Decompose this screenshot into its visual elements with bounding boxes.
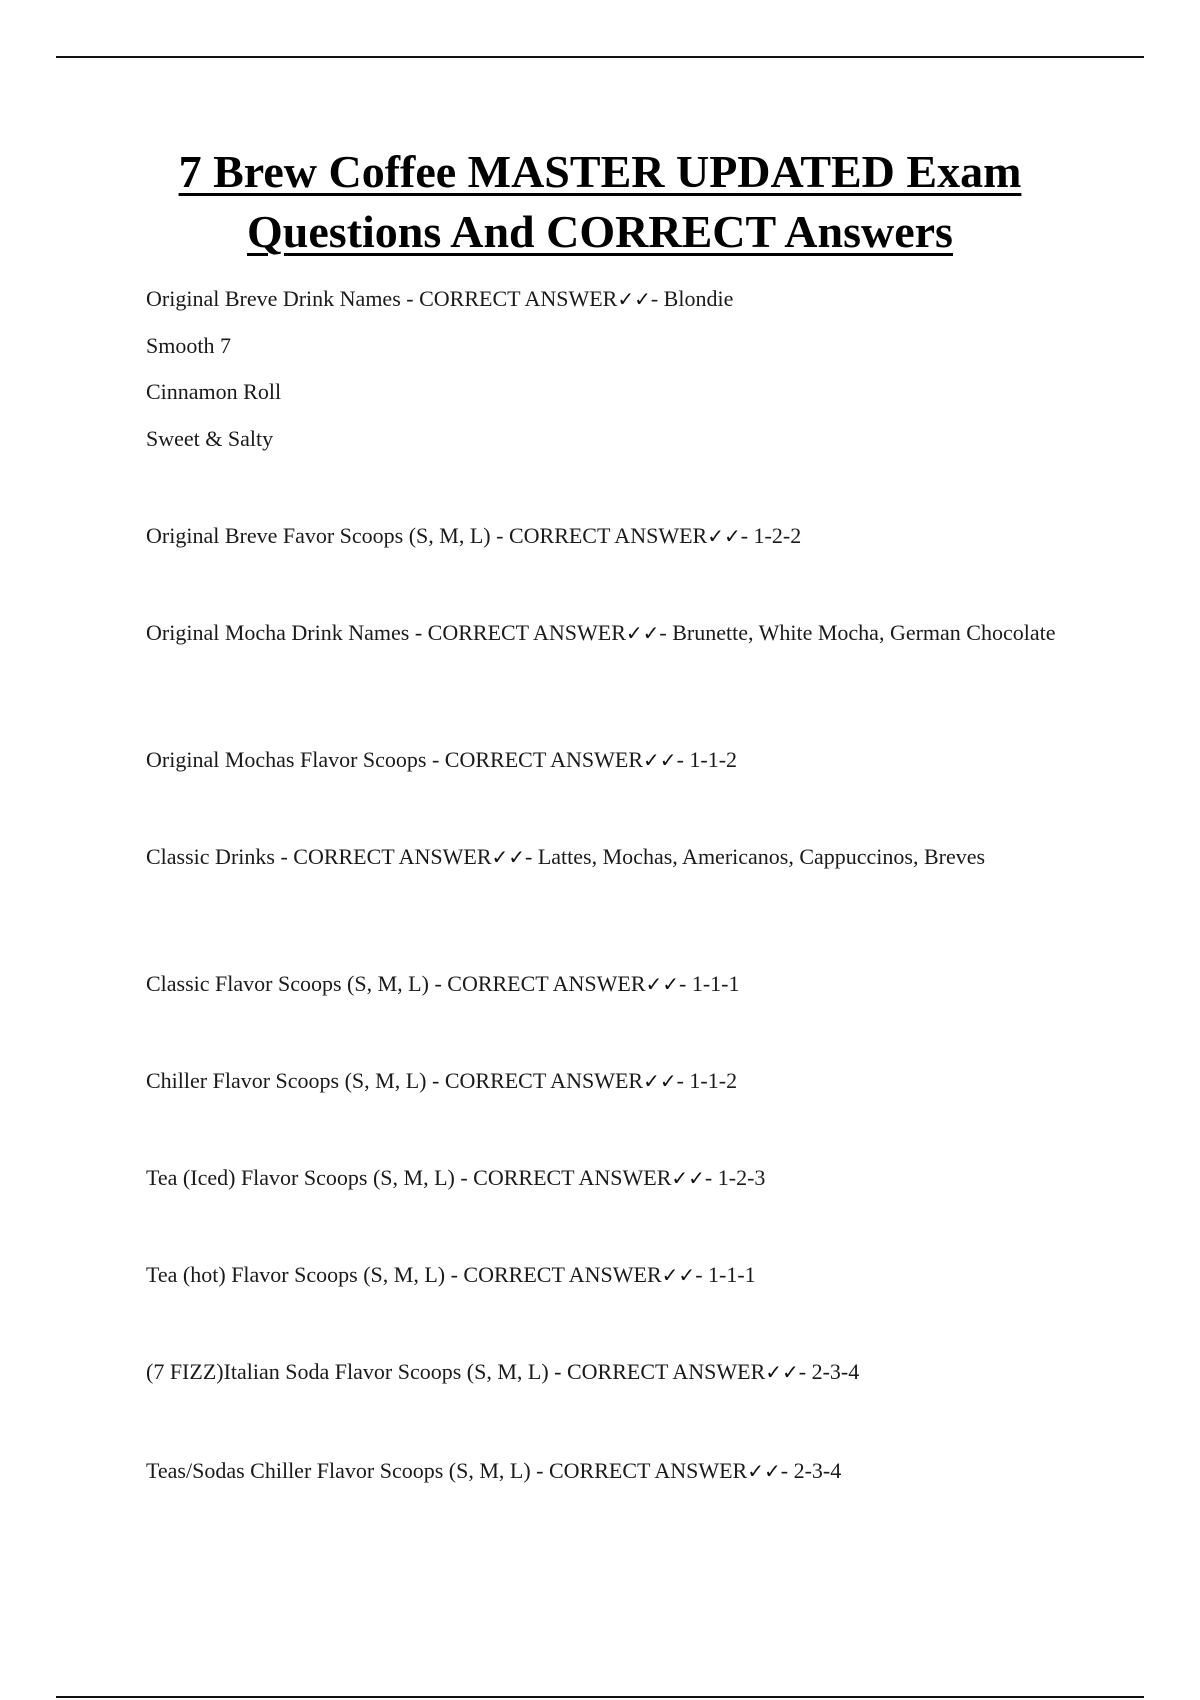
double-check-icon: ✓✓ <box>643 748 677 772</box>
answer-text: - 1-1-2 <box>676 1068 738 1093</box>
qa-item <box>146 521 1076 551</box>
bottom-rule <box>56 1696 1144 1698</box>
question-text: Classic Drinks - <box>146 844 294 869</box>
title-line-2: Questions And CORRECT Answers <box>247 206 953 257</box>
answer-text: - 2-3-4 <box>798 1359 860 1384</box>
page-title <box>60 142 1140 262</box>
answer-continuation-line: Cinnamon Roll <box>146 379 282 404</box>
double-check-icon: ✓✓ <box>625 621 660 645</box>
top-rule <box>56 56 1144 58</box>
answer-text: - 1-2-2 <box>740 523 802 548</box>
question-text: Tea (hot) Flavor Scoops (S, M, L) - <box>146 1262 464 1287</box>
qa-item <box>146 969 1076 999</box>
question-text: Tea (Iced) Flavor Scoops (S, M, L) - <box>146 1165 474 1190</box>
qa-item-breve-names <box>146 284 1076 314</box>
qa-item <box>146 1163 1076 1193</box>
answer-marker: CORRECT ANSWER <box>427 620 626 645</box>
answer-text: - 1-1-1 <box>695 1262 756 1287</box>
answer-marker: CORRECT ANSWER <box>473 1165 672 1190</box>
question-text: Original Breve Favor Scoops (S, M, L) - <box>146 523 509 548</box>
answer-marker: CORRECT ANSWER <box>508 523 708 548</box>
answer-continuation-line: Smooth 7 <box>146 333 231 358</box>
question-text: Teas/Sodas Chiller Flavor Scoops (S, M, L) - <box>146 1458 549 1483</box>
qa-item <box>146 842 1076 872</box>
double-check-icon: ✓✓ <box>645 972 680 996</box>
answer-marker: CORRECT ANSWER <box>293 844 492 869</box>
answer-marker: CORRECT ANSWER <box>548 1458 748 1483</box>
double-check-icon: ✓✓ <box>707 524 741 548</box>
double-check-icon: ✓✓ <box>491 845 526 869</box>
answer-text: - Lattes, Mochas, Americanos, Cappuccinos, Breves <box>525 844 986 869</box>
qa-item <box>146 1066 1076 1096</box>
answer-text: - 1-1-1 <box>679 971 740 996</box>
double-check-icon: ✓✓ <box>671 1166 705 1190</box>
qa-item <box>146 1456 1076 1486</box>
answer-marker: CORRECT ANSWER <box>463 1262 662 1287</box>
question-text: Original Breve Drink Names - <box>146 286 420 311</box>
answer-continuation-line: Sweet & Salty <box>146 426 274 451</box>
question-text: (7 FIZZ)Italian Soda Flavor Scoops (S, M, L) - <box>146 1359 567 1384</box>
double-check-icon: ✓✓ <box>661 1263 696 1287</box>
question-text: Original Mochas Flavor Scoops - <box>146 747 445 772</box>
question-text: Original Mocha Drink Names - <box>146 620 428 645</box>
question-text: Classic Flavor Scoops (S, M, L) - <box>146 971 448 996</box>
double-check-icon: ✓✓ <box>643 1069 677 1093</box>
answer-marker: CORRECT ANSWER <box>447 971 646 996</box>
answer-marker: CORRECT ANSWER <box>567 1359 766 1384</box>
answer-marker: CORRECT ANSWER <box>444 1068 644 1093</box>
double-check-icon: ✓✓ <box>765 1360 799 1384</box>
answer-text: - 2-3-4 <box>780 1458 842 1483</box>
answer-text: - 1-1-2 <box>676 747 738 772</box>
answer-text: - Brunette, White Mocha, German Chocolate <box>659 620 1056 645</box>
answer-marker: CORRECT ANSWER <box>419 286 618 311</box>
qa-item <box>146 1357 1076 1387</box>
qa-item <box>146 1260 1076 1290</box>
qa-item <box>146 618 1076 648</box>
answer-text: - 1-2-3 <box>704 1165 766 1190</box>
title-line-1: 7 Brew Coffee MASTER UPDATED Exam <box>178 146 1022 197</box>
double-check-icon: ✓✓ <box>617 287 651 311</box>
qa-item <box>146 745 1076 775</box>
double-check-icon: ✓✓ <box>747 1459 781 1483</box>
answer-marker: CORRECT ANSWER <box>444 747 644 772</box>
question-text: Chiller Flavor Scoops (S, M, L) - <box>146 1068 445 1093</box>
answer-text: - Blondie <box>650 286 734 311</box>
